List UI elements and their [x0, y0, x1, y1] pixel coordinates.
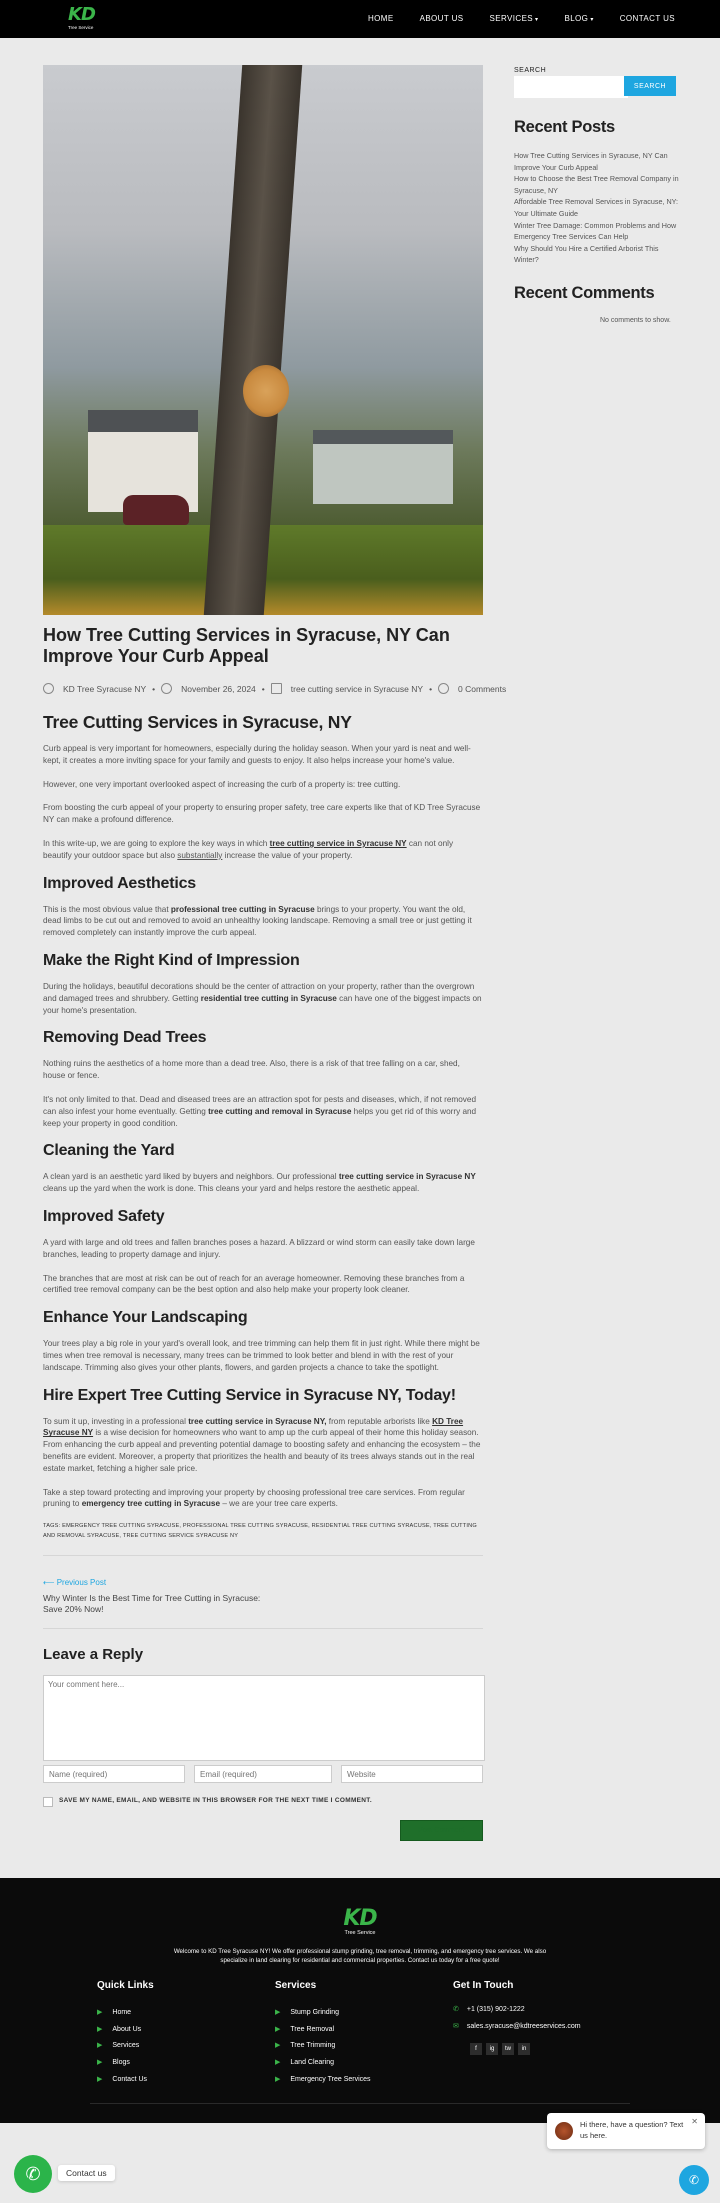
recent-comments-heading: Recent Comments [514, 284, 655, 302]
triangle-right-icon: ▶ [275, 2042, 281, 2050]
paragraph: From boosting the curb appeal of your property to ensuring proper safety, tree care experts like that of KD Tree Syracuse NY can make a profound difference. [43, 803, 481, 825]
image-car [123, 495, 189, 525]
paragraph: Curb appeal is very important for homeowners, especially during the holiday season. When your yard is neat and well-kept, it creates a more inviting space for your family and guests to enjoy. It also helps increase your home's value. [43, 744, 471, 765]
tags-list[interactable]: EMERGENCY TREE CUTTING SYRACUSE, PROFESSIONAL TREE CUTTING SYRACUSE, RESIDENTIAL TREE CUTTING SYRACUSE, TREE CUTTING AND REMOVAL SYRACUSE, TREE CUTTING SERVICE SYRACUSE NY [43, 1523, 477, 1539]
post-date: November 26, 2024 [181, 683, 256, 694]
footer-link-about[interactable]: About Us [112, 2025, 142, 2033]
post-category[interactable]: tree cutting service in Syracuse NY [290, 683, 424, 694]
paragraph [43, 1416, 483, 1475]
previous-post-label: Previous Post [56, 1578, 107, 1587]
text: A clean yard is an aesthetic yard liked by buyers and neighbors. Our professional [43, 1172, 339, 1182]
triangle-right-icon: ▶ [97, 2042, 103, 2050]
phone-icon: ✆ [25, 2163, 41, 2184]
section-heading: Tree Cutting Services in Syracuse, NY [43, 712, 352, 732]
footer-service-link[interactable]: Tree Trimming [290, 2042, 336, 2050]
triangle-right-icon: ▶ [275, 2025, 281, 2033]
paragraph: A yard with large and old trees and fallen branches poses a hazard. A blizzard or wind storm can easily take down large branches, leading to property damage and injury. [43, 1237, 475, 1259]
contact-us-label[interactable]: Contact us [58, 2165, 115, 2181]
text: During the holidays, beautiful decorations should be the center of attraction on your property, rather than the overgrown and damaged trees and shrubbery. Getting [43, 981, 475, 1003]
phone-text: +1 (315) 902-1222 [466, 2006, 525, 2013]
image-house-right [313, 430, 453, 504]
bold-text: residential tree cutting in Syracuse [200, 993, 337, 1003]
bold-text: tree cutting service in Syracuse NY [338, 1172, 476, 1182]
chat-bubble-button[interactable] [679, 2165, 709, 2195]
name-field[interactable] [43, 1765, 185, 1783]
post-title: How Tree Cutting Services in Syracuse, NY Can Improve Your Curb Appeal [43, 625, 450, 666]
triangle-right-icon: ▶ [97, 2059, 103, 2067]
tags-label: TAGS: [43, 1523, 61, 1529]
paragraph [43, 1094, 483, 1129]
text: – we are your tree care experts. [220, 1499, 338, 1509]
post-tags [43, 1521, 483, 1556]
section-heading: Enhance Your Landscaping [43, 1309, 248, 1327]
paragraph [43, 904, 483, 939]
bold-text: tree cutting service in Syracuse NY, [188, 1416, 327, 1426]
chat-popup[interactable] [547, 2113, 705, 2149]
text: substantially [177, 850, 223, 860]
search-label: SEARCH [514, 67, 547, 74]
recent-post-link[interactable]: Winter Tree Damage: Common Problems and How Emergency Tree Services Can Help [514, 220, 677, 242]
meta-separator: • [152, 683, 156, 694]
logo-text: KD [68, 4, 95, 25]
email-field[interactable] [194, 1765, 332, 1783]
text: This is the most obvious value that [43, 904, 171, 914]
footer-logo-text: KD [343, 1906, 377, 1931]
text: can not only beautify your outdoor space but also [43, 838, 454, 860]
reply-heading: Leave a Reply [43, 1646, 144, 1663]
text: In this write-up, we are going to explore the key ways in which [43, 838, 270, 848]
paragraph [43, 1171, 483, 1195]
footer-link-contact[interactable]: Contact Us [112, 2075, 148, 2083]
section-heading: Improved Aesthetics [43, 874, 196, 892]
text: brings to your property. You want the old, dead limbs to be cut out and removed to avoid an unhealthy looking landscape. Removing a small tree or just getting it removed completely can instantly improve the curb appeal. [43, 904, 472, 938]
instagram-icon[interactable]: ig [486, 2043, 498, 2055]
site-logo[interactable] [68, 5, 104, 33]
triangle-right-icon: ▶ [97, 2025, 103, 2033]
recent-posts-heading: Recent Posts [514, 118, 615, 136]
footer-service-link[interactable]: Stump Grinding [290, 2009, 340, 2016]
paragraph [43, 1487, 483, 1511]
paragraph: Your trees play a big role in your yard's overall look, and tree trimming can help them fit in just right. While there might be times when tree removal is necessary, many trees can be trimmed to look better and blend in with the rest of your landscape. Trimming also gives your other plants, flowers, and garden projects a chance to take the spotlight. [43, 1339, 480, 1372]
nav-blog-label: BLOG [564, 14, 589, 23]
quick-links-heading: Quick Links [97, 1980, 154, 1991]
nav-services[interactable] [490, 14, 539, 23]
inline-link[interactable]: tree cutting service in Syracuse NY [269, 838, 407, 848]
search-input[interactable] [514, 76, 628, 98]
footer-service-link[interactable]: Land Clearing [290, 2059, 334, 2067]
post-meta [43, 683, 506, 694]
text: cleans up the yard when the work is done. This cleans your yard and helps restore the aesthetic appeal. [43, 1184, 420, 1194]
footer-logo[interactable] [338, 1908, 382, 1938]
post-comment-button[interactable]: Post Comment [400, 1820, 483, 1841]
quick-links-list [97, 2005, 147, 2089]
section-heading: Cleaning the Yard [43, 1142, 175, 1160]
close-icon[interactable]: ✕ [691, 2117, 698, 2126]
nav-about-us[interactable]: ABOUT US [419, 14, 464, 23]
post-author[interactable]: KD Tree Syracuse NY [63, 683, 147, 694]
inline-link[interactable]: KD Tree Syracuse NY [43, 1416, 464, 1438]
linkedin-icon[interactable]: in [518, 2043, 530, 2055]
mail-icon: ✉ [453, 2023, 459, 2030]
recent-post-link[interactable]: How to Choose the Best Tree Removal Company in Syracuse, NY [514, 174, 679, 195]
main-nav [368, 14, 675, 23]
search-button[interactable]: SEARCH [624, 76, 676, 96]
avatar [555, 2122, 573, 2140]
footer-link-services[interactable]: Services [112, 2042, 140, 2050]
twitter-icon[interactable]: tw [502, 2043, 514, 2055]
services-list [275, 2005, 371, 2089]
arrow-left-icon: ⟵ [43, 1578, 57, 1587]
footer-link-home[interactable]: Home [112, 2009, 132, 2016]
text: Take a step toward protecting and improving your property by choosing professional tree care services. From regular pruning to [43, 1487, 465, 1509]
footer-description: Welcome to KD Tree Syracuse NY! We offer professional stump grinding, tree removal, trimming, and emergency tree services. We also specialize in land clearing for residential and commercial properties. Contact us today for a free quote! [173, 1948, 547, 1964]
text: It's not only limited to that. Dead and diseased trees are an attraction spot for pests and diseases, which, if not removed can also infest your home eventually. Getting [43, 1094, 477, 1116]
nav-blog[interactable] [564, 14, 593, 23]
user-icon [43, 683, 54, 694]
bold-text: professional tree cutting in Syracuse [170, 904, 315, 914]
text: To sum it up, investing in a professional [43, 1416, 189, 1426]
text: can have one of the biggest impacts on your home's presentation. [43, 993, 482, 1015]
bold-text: tree cutting and removal in Syracuse [208, 1106, 352, 1116]
text: helps you get rid of this worry and keep your property in good condition. [43, 1106, 477, 1128]
logo-subtext: Tree Service [68, 25, 94, 30]
chevron-down-icon: ▾ [535, 17, 539, 23]
triangle-right-icon: ▶ [275, 2009, 281, 2016]
footer-link-blogs[interactable]: Blogs [112, 2059, 130, 2067]
meta-separator: • [429, 683, 433, 694]
section-heading: Make the Right Kind of Impression [43, 951, 300, 969]
recent-post-link[interactable]: Why Should You Hire a Certified Arborist This Winter? [514, 243, 659, 265]
chevron-down-icon: ▾ [590, 17, 594, 23]
top-navbar [0, 0, 720, 38]
footer-phone[interactable] [453, 2005, 525, 2013]
footer-service-link[interactable]: Tree Removal [290, 2025, 335, 2033]
previous-post-title[interactable]: Why Winter Is the Best Time for Tree Cutting in Syracuse: Save 20% Now! [43, 1593, 261, 1614]
text: is a wise decision for homeowners who want to amp up the curb appeal of their home this holiday season. From enhancing the curb appeal and preventing potential damage to boosting safety and enhancing the ecosystem – the benefits are evident. Moreover, a property that prioritizes the health and beauty of its trees always stands out in the real estate market, fetching a higher sale price. [43, 1428, 481, 1473]
no-comments-text: No comments to show. [600, 317, 671, 324]
call-button[interactable] [14, 2155, 52, 2193]
footer-service-link[interactable]: Emergency Tree Services [290, 2075, 371, 2083]
triangle-right-icon: ▶ [275, 2059, 281, 2067]
contact-heading: Get In Touch [453, 1980, 514, 1991]
previous-post-link[interactable] [43, 1578, 106, 1587]
recent-post-link[interactable]: Affordable Tree Removal Services in Syracuse, NY: Your Ultimate Guide [514, 197, 679, 218]
nav-contact-us[interactable]: CONTACT US [619, 14, 675, 23]
triangle-right-icon: ▶ [97, 2075, 103, 2083]
paragraph [43, 838, 483, 862]
nav-services-label: SERVICES [489, 14, 534, 23]
paragraph: Nothing ruins the aesthetics of a home more than a dead tree. Also, there is a risk of that tree falling on a car, shed, house or fence. [43, 1059, 460, 1081]
footer-divider [90, 2103, 630, 2104]
chat-icon: ✆ [688, 2173, 700, 2187]
meta-separator: • [261, 683, 265, 694]
email-text: sales.syracuse@kdtreeservices.com [466, 2023, 581, 2030]
save-info-label: SAVE MY NAME, EMAIL, AND WEBSITE IN THIS BROWSER FOR THE NEXT TIME I COMMENT. [59, 1797, 372, 1804]
post-comments-count[interactable]: 0 Comments [458, 683, 507, 694]
paragraph: The branches that are most at risk can be out of reach for an average homeowner. Removing these branches from a certified tree removal company can be the best option and also help make your property look cleaner. [43, 1273, 465, 1295]
folder-icon [271, 683, 282, 694]
text: increase the value of your property. [222, 850, 353, 860]
triangle-right-icon: ▶ [97, 2009, 103, 2016]
section-heading: Hire Expert Tree Cutting Service in Syracuse NY, Today! [43, 1386, 456, 1404]
recent-post-link[interactable]: How Tree Cutting Services in Syracuse, NY Can Improve Your Curb Appeal [514, 151, 668, 172]
text: from reputable arborists like [326, 1416, 433, 1426]
footer-logo-subtext: Tree Service [344, 1930, 376, 1936]
paragraph [43, 981, 483, 1016]
phone-icon: ✆ [453, 2006, 459, 2013]
divider [43, 1628, 483, 1629]
comment-icon [438, 683, 449, 694]
comment-textarea[interactable] [43, 1675, 485, 1761]
chat-popup-text: Hi there, have a question? Text us here. [580, 2120, 684, 2140]
footer-email[interactable] [453, 2022, 581, 2030]
triangle-right-icon: ▶ [275, 2075, 281, 2083]
nav-home[interactable]: HOME [367, 14, 394, 23]
post-content [43, 712, 483, 1522]
social-links [470, 2043, 530, 2055]
save-info-checkbox[interactable] [43, 1797, 53, 1807]
section-heading: Removing Dead Trees [43, 1029, 207, 1047]
services-heading: Services [275, 1980, 317, 1991]
bold-text: emergency tree cutting in Syracuse [81, 1499, 221, 1509]
image-cut-branch [243, 365, 289, 417]
facebook-icon[interactable]: f [470, 2043, 482, 2055]
clock-icon [161, 683, 172, 694]
recent-posts-list [514, 150, 679, 266]
section-heading: Improved Safety [43, 1207, 165, 1225]
featured-image [43, 65, 483, 615]
website-field[interactable] [341, 1765, 483, 1783]
paragraph: However, one very important overlooked aspect of increasing the curb of a property is: tree cutting. [43, 779, 401, 789]
